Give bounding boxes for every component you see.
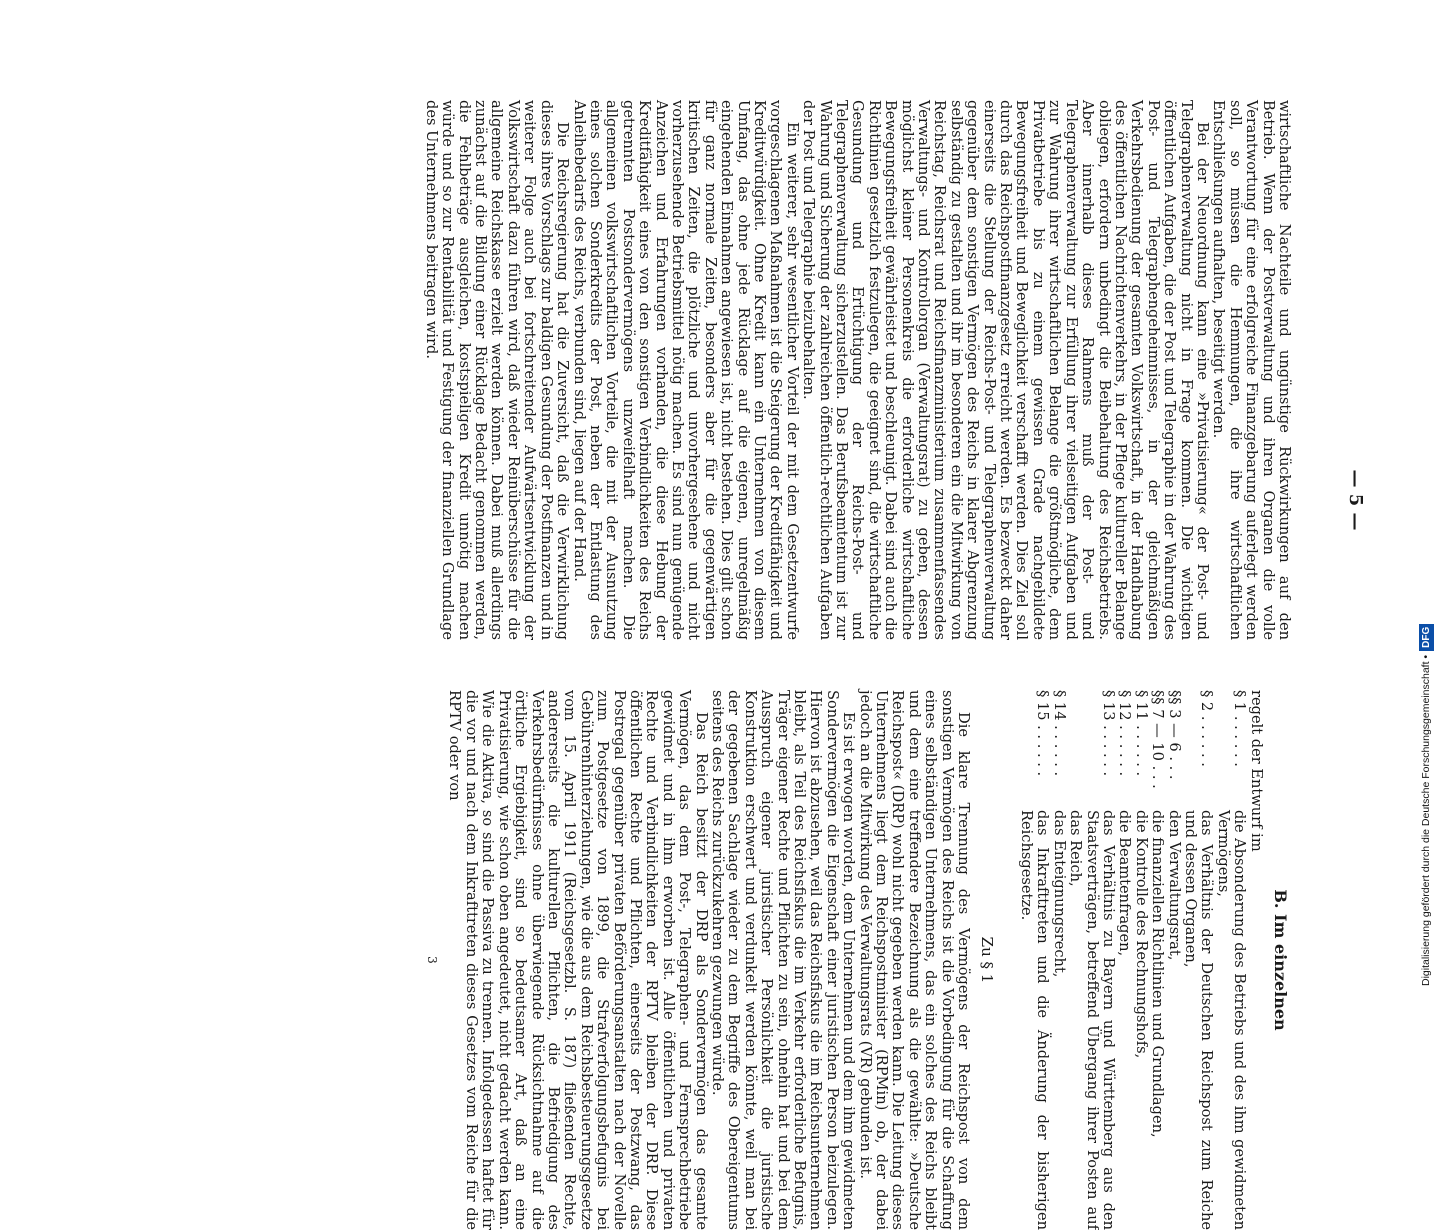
section-description: das Verhältnis zu Bayern und Württemberg aus den Staatsverträgen, betreffend Übergang ihrer Posten auf das Reich, <box>1067 810 1117 1230</box>
section-number: § 14 . . . . . . <box>1050 690 1068 777</box>
body-paragraph: Ein weiterer, sehr wesentlicher Vorteil der mit dem Gesetzentwurfe vorgeschlagenen Maßnahmen ist die Steigerung der Kreditfähigkeit und Kreditwürdigkeit. Ohne Kredit kann ein Unternehmen von diesem Umfang, das ohne jede Rücklage auf die eigenen, unregelmäßig eingehenden Einnahmen angewiesen ist, nicht bestehen. Dies gilt schon für ganz normale Zeiten, besonders aber für die gegenwärtigen kritischen Zeiten, die plötzliche und unvorhergesehene und nicht vorherzusehende Betriebsmittel nötig machen. Es sind nun genügende Anzeichen und Erfahrungen vorhanden, die diese Hebung der Kreditfähigkeit eines von den sonstigen Verbindlichkeiten des Reichs getrennten Postsondervermögens unzweifelhaft machen. Die allgemeinen volkswirtschaftlichen Vorteile, die mit der Ausnutzung eines solchen Sonderkredits der Post, neben der Entlastung des Anleihebedarfs des Reichs, verbunden sind, liegen auf der Hand. <box>570 100 801 640</box>
body-paragraph: Die Reichsregierung hat die Zuversicht, daß die Verwirklichung dieses ihres Vorschlags zur baldigen Gesundung der Postfinanzen und in weiterer Folge auch bei fortschreitender Aufwärtsentwicklung der Volkswirtschaft dazu führen wird, daß wieder Reinüberschüsse für die allgemeine Reichskasse erzielt werden können. Dabei muß allerdings zunächst auf die Bildung einer Rücklage Bedacht genommen werden, die Fehlbeträge ausgleichen, kostspieligen Kredit unnötig machen würde und so zur Rentabilität und Festigung der finanziellen Grundlage des Unternehmens beitragen wird. <box>422 100 572 640</box>
overview-row <box>1050 690 1066 1230</box>
body-paragraph: wirtschaftliche Nachteile und ungünstige Rückwirkungen auf den Betrieb. Wenn der Postverwaltung und ihren Organen die volle Verantwortung für eine erfolgreiche Finanzgebarung auferlegt werden soll, so müssen die Hemmungen, die ihre wirtschaftlichen Entschließungen aufhalten, beseitigt werden. <box>1210 100 1293 640</box>
body-paragraph: Die klare Trennung des Vermögens der Reichspost von dem sonstigen Vermögen des Reichs ist die Vorbedingung für die Schaffung eines selbständigen Unternehmens, das ein solches des Reichs bleibt und dem eine treffendere Bezeichnung als die gewählte: »Deutsche Reichspost« (DRP) wohl nicht gegeben werden kann. Die Leitung dieses Unternehmens liegt dem Reichspostminister (RPMin) ob, der dabei jedoch an die Mitwirkung des Verwaltungsrats (VR) gebunden ist. <box>856 690 973 1230</box>
dfg-logo: DFG <box>1419 624 1434 651</box>
lead-sentence: regelt der Entwurf im <box>1247 690 1265 852</box>
body-paragraph: Das Reich besitzt der DRP als Sondervermögen das gesamte Vermögen, das dem Post-, Telegraphen- und Fernsprechbetriebe gewidmet und in ihm erworben ist. Alle öffentlichen und privaten Rechte und Verbindlichkeiten der RPTV bleiben der DRP. Diese öffentlichen Rechte und Pflichten, einerseits der Postzwang, das Postregal gegenüber privaten Beförderungsanstalten nach der Novelle zum Postgesetze von 1899, die Strafverfolgungsbefugnis bei Gebührenhinterziehungen, wie die aus dem Reichsbesteuerungsgesetze vom 15. April 1911 (Reichsgesetzbl. S. 187) fließenden Rechte, andererseits die kulturellen Pflichten, die Befriedigung des Verkehrsbedürfnisses ohne überwiegende Rücksichtnahme auf die örtliche Ergiebigkeit, sind so bedeutsamer Art, daß an eine Privatisierung, wie schon oben angedeutet, nicht gedacht werden kann. Wie die Aktiva, so sind die Passiva zu trennen. Infolgedessen haftet für die vor und nach dem Inkrafttreten dieses Gesetzes vom Reiche für die RPTV oder von <box>446 690 710 1230</box>
overview-row <box>1067 690 1116 1230</box>
section-description: die Kontrolle des Rechnungshofs, <box>1132 810 1150 1059</box>
credit-text: Digitalisierung gefördert durch die Deutsche Forschungsgemeinschaft • <box>1420 654 1432 986</box>
section-number: § 2 . . . . . . <box>1198 690 1216 767</box>
section-number: § 15 . . . . . . <box>1034 690 1052 777</box>
overview-row <box>1165 690 1181 1230</box>
section-overview-list <box>1018 690 1248 1230</box>
overview-row <box>1149 690 1165 1230</box>
right-text-column <box>112 690 1292 1230</box>
section-number: § 1 . . . . . . <box>1231 690 1249 767</box>
section-number: §§ 7 — 10 . . . <box>1149 690 1167 789</box>
body-paragraph: Es ist erwogen worden, dem Unternehmen und dem ihm gewidmeten Sondervermögen die Eigenschaft einer juristischen Person beizulegen. Hiervon ist abzusehen, weil das Reichsfiskus die im Reichsunternehmen bleibt, als Teil des Reichsfiskus die im Verkehr erforderliche Befugnis, Träger eigener Rechte und Pflichten zu sein, ohnehin hat und bei dem Ausspruch eigener juristischer Persönlichkeit die juristische Konstruktion erschwert und verdunkelt werden könnte, weil man bei der gegebenen Sachlage wieder zu dem Begriffe des Obereigentums seitens des Reichs zurückzukehren gezwungen würde. <box>709 690 858 1230</box>
body-paragraph: Bei der Neuordnung kann eine »Privatisierung« der Post- und Telegraphenverwaltung nicht in Frage kommen. Die wichtigen öffentlichen Aufgaben, die der Post und Telegraphie in der Wahrung des Post- und Telegraphengeheimnisses, in der gleichmäßigen Verkehrsbedienung der gesamten Volkswirtschaft, in der Handhabung des öffentlichen Nachrichtenverkehrs, in der Pflege kultureller Belange obliegen, erfordern unbedingt die Beibehaltung des Reichsbetriebs. Aber innerhalb dieses Rahmens muß der Post- und Telegraphenverwaltung zur Erfüllung ihrer vielseitigen Aufgaben und zur Wahrung ihrer wirtschaftlichen Belange die größtmögliche, dem Privatbetriebe bis zu einem gewissen Grade nachgebildete Bewegungsfreiheit und Beweglichkeit verschafft werden. Dies Ziel soll durch das Reichspostfinanzgesetz erreicht werden. Es bezweckt daher einerseits die Stellung der Reichs-Post- und Telegraphenverwaltung gegenüber dem sonstigen Vermögen des Reichs in klarer Abgrenzung selbständig zu gestalten und ihr im besonderen ein die Mitwirkung von Reichstag, Reichsrat und Reichsfinanzministerium zusammenfassendes Verwaltungs- und Kontrollorgan (Verwaltungsrat) zu geben, dessen möglichst kleiner Personenkreis die erforderliche wirtschaftliche Bewegungsfreiheit gewährleistet und beschleunigt. Dabei sind auch die Richtlinien gesetzlich festzulegen, die geeignet sind, die wirtschaftliche Gesundung und Ertüchtigung der Reichs-Post- und Telegraphenverwaltung sicherzustellen. Das Berufsbeamtentum ist zur Wahrung und Sicherung der zahlreichen öffentlich-rechtlichen Aufgaben der Post und Telegraphie beizubehalten. <box>800 100 1211 640</box>
overview-row <box>1018 690 1051 1230</box>
signature-mark: 3 <box>425 956 440 964</box>
section-description: die Absonderung des Betriebs und des ihm gewidmeten Vermögens, <box>1214 810 1249 1230</box>
section-description: die Beamtenfragen, <box>1116 810 1134 957</box>
overview-row <box>1214 690 1247 1230</box>
section-number: § 12 . . . . . . <box>1116 690 1134 777</box>
section-number: § 11 . . . . . . <box>1132 690 1150 777</box>
page-number-header: — 5 — <box>1345 469 1366 531</box>
overview-row <box>1182 690 1215 1230</box>
commentary-paragraphs <box>446 690 971 1230</box>
overview-row <box>1132 690 1148 1230</box>
digitization-credit <box>1418 8 1434 992</box>
overview-row <box>1116 690 1132 1230</box>
section-description: das Verhältnis der Deutschen Reichspost zum Reiche und dessen Organen, <box>1181 810 1216 1230</box>
paragraph-heading: Zu § 1 <box>978 936 997 984</box>
section-number: § 13 . . . . . . <box>1099 690 1117 777</box>
section-description: das Enteignungsrecht, <box>1050 810 1068 978</box>
section-description: das Inkrafttreten und die Änderung der bisherigen Reichsgesetze. <box>1017 810 1052 1230</box>
section-description: den Verwaltungsrat, <box>1165 810 1183 961</box>
section-description: die finanziellen Richtlinien und Grundlagen, <box>1149 810 1167 1138</box>
section-title: B. Im einzelnen <box>1271 889 1290 1031</box>
section-number: §§ 3 — 6 . . . <box>1165 690 1183 780</box>
left-text-column <box>112 100 1292 640</box>
